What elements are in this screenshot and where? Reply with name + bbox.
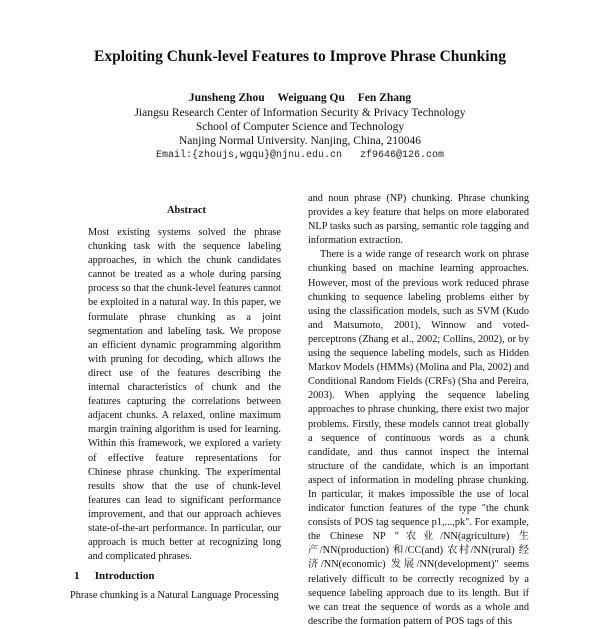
section-title: Introduction [94,570,155,582]
author-list [0,92,600,104]
abstract-body: Most existing systems solved the phrase chunking task with the sequence labeling approaches, in which the chunk candidates cannot be treated as a whole during parsing process so that the chunk-level features cannot be exploited in a natural way. In this paper, we formulate phrase chunking as a joint segmentation and labeling task. We propose an efficient dynamic programming algorithm with pruning for decoding, which allows the direct use of the features describing the internal characteristics of chunk and the features capturing the correlations between adjacent chunks. A relaxed, online maximum margin training algorithm is used for learning. Within this framework, we explored a variety of effective feature representations for Chinese phrase chunking. The experimental results show that the use of chunk-level features can lead to significant performance improvement, and that our approach achieves state-of-the-art performance. In particular, our approach is much better at recognizing long and complicated phrases. [88,227,281,563]
body-paragraph: There is a wide range of research work on phrase chunking based on machine learning approaches. However, most of the previous work reduced phrase chunking to sequence labeling problems either by using the classification models, such as SVM (Kudo and Matsumoto, 2001), Winnow and voted-perceptrons (Zhang et al., 2002; Collins, 2002), or by using the sequence labeling models, such as Hidden Markov Models (HMMs) (Molina and Pla, 2002) and Conditional Random Fields (CRFs) (Sha and Pereira, 2003). When applying the sequence labeling approaches to phrase chunking, there exist two major problems. Firstly, these models cannot treat globally a sequence of continuous words as a chunk candidate, and thus cannot inspect the internal structure of the candidate, which is an important aspect of information in modeling phrase chunking. In particular, it makes impossible the use of local indicator function features of the type "the chunk consists of POS tag sequence p1,...,pk". For example, the Chinese NP "农业/NN(agriculture) 生产/NN(production) 和/CC(and) 农村/NN(rural) 经济/NN(economic) 发展/NN(development)" seems relatively difficult to be correctly recognized by a sequence labeling approach due to its length. But if we can treat the sequence of words as a whole and describe the formation pattern of POS tags of this [308,249,529,627]
paper-title: Exploiting Chunk-level Features to Improve Phrase Chunking [94,48,506,65]
author-name: Weiguang Qu [277,92,345,104]
body-paragraph: and noun phrase (NP) chunking. Phrase chunking provides a key feature that helps on more elaborated NLP tasks such as parsing, semantic role tagging and information extraction. [308,193,529,247]
email-address[interactable]: zf9646@126.com [360,150,445,161]
affiliation-line: School of Computer Science and Technology [195,121,405,133]
abstract-heading: Abstract [166,205,207,216]
section-number: 1 [74,570,80,582]
affiliation-line: Nanjing Normal University. Nanjing, China, 210046 [179,135,421,147]
author-name: Junsheng Zhou [188,92,265,104]
section-heading [74,570,154,582]
author-name: Fen Zhang [357,92,412,104]
affiliation-line: Jiangsu Research Center of Information Security & Privacy Technology [134,107,466,119]
right-column [308,192,529,629]
intro-first-line: Phrase chunking is a Natural Language Processing [70,590,279,601]
email-address[interactable]: Email:{zhoujs,wgqu}@njnu.edu.cn [155,150,342,161]
author-emails [0,150,600,161]
